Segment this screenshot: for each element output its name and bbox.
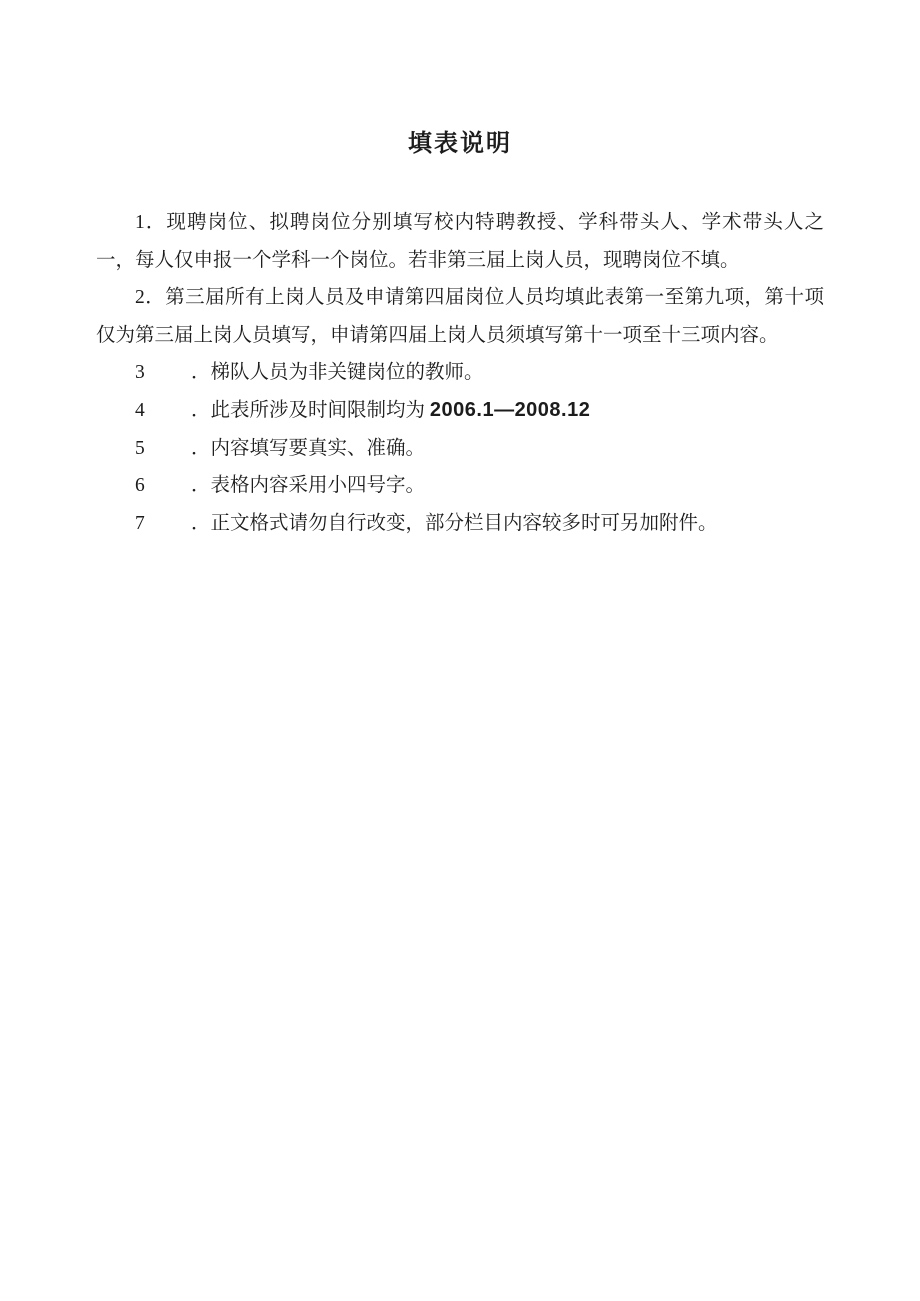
instruction-item-3 (96, 354, 824, 392)
item-text: ．此表所涉及时间限制均为 (191, 399, 430, 421)
instruction-item-4 (96, 392, 824, 430)
instruction-paragraph-1: 1．现聘岗位、拟聘岗位分别填写校内特聘教授、学科带头人、学术带头人之一，每人仅申报一个学科一个岗位。若非第三届上岗人员，现聘岗位不填。 (96, 212, 824, 271)
date-range-value: 2006.1—2008.12 (429, 398, 591, 421)
item-text: ．梯队人员为非关键岗位的教师。 (191, 362, 484, 384)
item-number: 3 (135, 362, 145, 384)
item-number: 7 (135, 512, 145, 534)
instruction-item-5 (96, 430, 824, 468)
instruction-paragraph-2: 2．第三届所有上岗人员及申请第四届岗位人员均填此表第一至第九项，第十项仅为第三届上岗人员填写，申请第四届上岗人员须填写第十一项至十三项内容。 (96, 287, 824, 346)
item-number: 6 (135, 475, 145, 497)
item-text: ．表格内容采用小四号字。 (191, 475, 426, 497)
document-body (96, 204, 824, 542)
item-number: 5 (135, 437, 145, 459)
page-title: 填表说明 (408, 131, 512, 157)
instruction-item-7 (96, 505, 824, 543)
item-number: 4 (135, 399, 145, 421)
item-text: ．内容填写要真实、准确。 (191, 437, 426, 459)
item-text: ．正文格式请勿自行改变，部分栏目内容较多时可另加附件。 (191, 512, 718, 534)
instruction-item-6 (96, 467, 824, 505)
